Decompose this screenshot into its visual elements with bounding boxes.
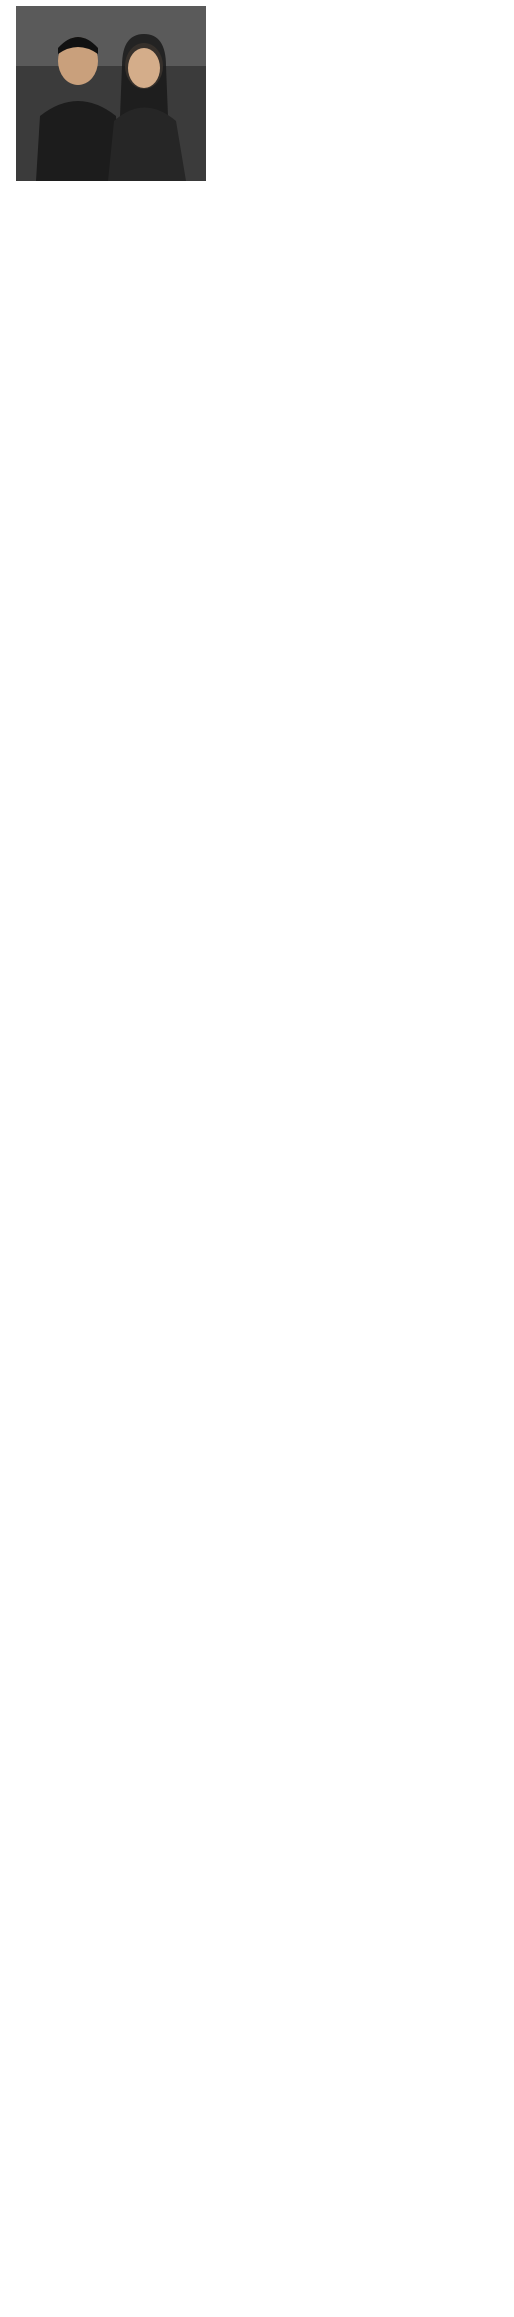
couple-photo xyxy=(16,6,206,181)
interview-article xyxy=(0,0,514,24)
